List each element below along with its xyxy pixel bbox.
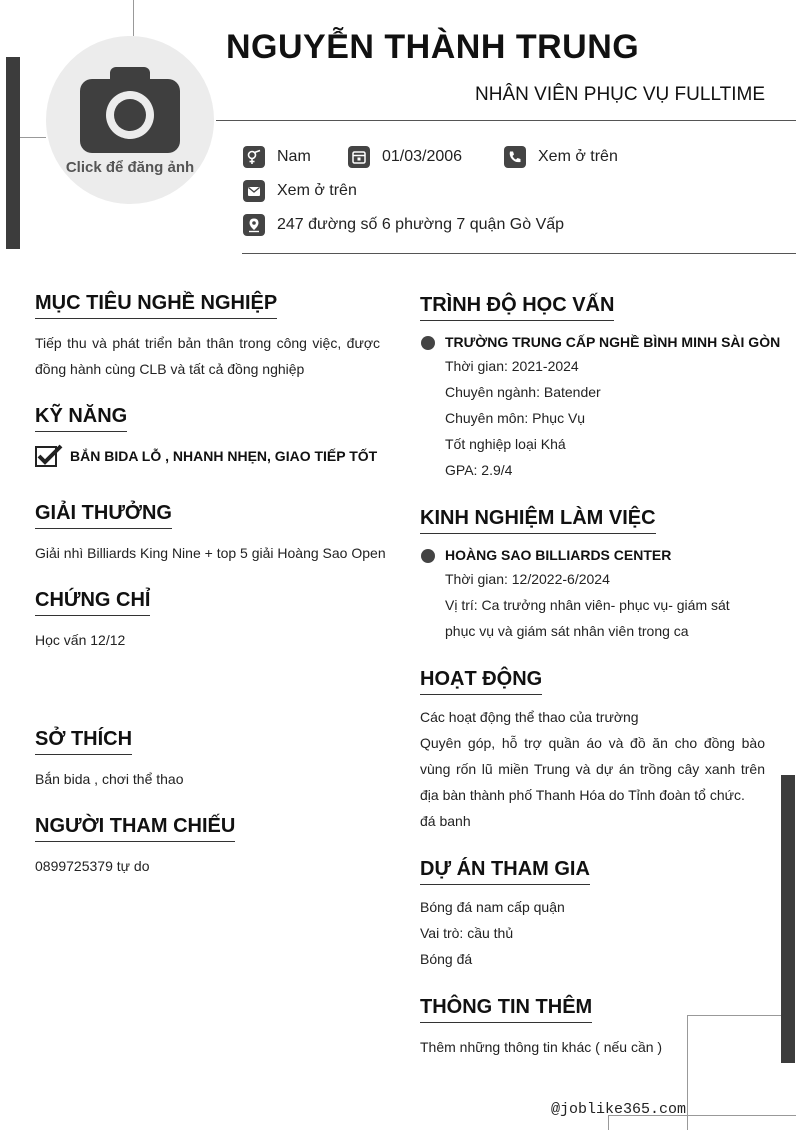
email-icon <box>243 180 265 202</box>
education-line: Chuyên ngành: Batender <box>445 384 601 400</box>
header-divider-bottom <box>242 253 796 254</box>
gender-value: Nam <box>277 148 311 165</box>
activities-title[interactable]: HOẠT ĐỘNG <box>420 668 542 695</box>
skill-label: BẮN BIDA LỖ , NHANH NHẸN, GIAO TIẾP TỐT <box>70 448 378 464</box>
watermark: @joblike365.com <box>550 1101 686 1118</box>
awards-title[interactable]: GIẢI THƯỞNG <box>35 502 172 529</box>
corner-frame-left <box>687 1015 688 1130</box>
left-accent-bar <box>6 57 20 249</box>
left-connector-line <box>20 137 46 138</box>
experience-time: Thời gian: 12/2022-6/2024 <box>445 571 610 587</box>
job-title[interactable]: NHÂN VIÊN PHỤC VỤ FULLTIME <box>475 84 765 105</box>
activities-text[interactable] <box>420 704 765 834</box>
extra-info-title[interactable]: THÔNG TIN THÊM <box>420 996 592 1023</box>
experience-role: Vị trí: Ca trưởng nhân viên- phục vụ- giám sát phục vụ và giám sát nhân viên trong ca <box>445 597 730 639</box>
gender-field[interactable] <box>243 146 311 168</box>
project-line: Bóng đá <box>420 951 473 967</box>
right-accent-bar <box>781 775 795 1063</box>
extra-info-text[interactable]: Thêm những thông tin khác ( nếu cần ) <box>420 1039 663 1055</box>
gender-icon <box>243 146 265 168</box>
references-title[interactable]: NGƯỜI THAM CHIẾU <box>35 815 235 842</box>
education-line: Tốt nghiệp loại Khá <box>445 436 566 452</box>
project-line: Vai trò: cầu thủ <box>420 925 514 941</box>
calendar-icon <box>348 146 370 168</box>
address-field[interactable] <box>243 214 564 236</box>
phone-icon <box>504 146 526 168</box>
experience-title[interactable]: KINH NGHIỆM LÀM VIỆC <box>420 507 656 534</box>
education-line: Thời gian: 2021-2024 <box>445 358 579 374</box>
top-connector-line <box>133 0 134 36</box>
experience-details[interactable] <box>445 566 735 644</box>
phone-field[interactable] <box>504 146 618 168</box>
birthday-value: 01/03/2006 <box>382 148 463 165</box>
certificates-title[interactable]: CHỨNG CHỈ <box>35 589 150 616</box>
avatar-caption: Click để đăng ảnh <box>65 158 195 176</box>
projects-title[interactable]: DỰ ÁN THAM GIA <box>420 858 590 885</box>
activity-line: Quyên góp, hỗ trợ quần áo và đồ ăn cho đồng bào vùng rốn lũ miền Trung và dự án trồng cây xanh trên địa bàn thành phố Thanh Hóa do Tỉnh đoàn tổ chức. <box>420 735 765 803</box>
skill-item[interactable] <box>35 444 377 468</box>
education-line: Chuyên môn: Phục Vụ <box>445 410 586 426</box>
objective-text[interactable]: Tiếp thu và phát triển bản thân trong công việc, được đồng hành cùng CLB và tất cả đồng nghiệp <box>35 335 380 377</box>
education-title[interactable]: TRÌNH ĐỘ HỌC VẤN <box>420 294 614 321</box>
skills-title[interactable]: KỸ NĂNG <box>35 405 127 432</box>
objective-title[interactable]: MỤC TIÊU NGHỀ NGHIỆP <box>35 292 277 319</box>
education-school[interactable]: TRƯỜNG TRUNG CẤP NGHỀ BÌNH MINH SÀI GÒN <box>445 334 781 350</box>
corner-frame-top <box>687 1015 781 1016</box>
hobbies-text[interactable]: Bắn bida , chơi thể thao <box>35 771 184 787</box>
experience-company[interactable]: HOÀNG SAO BILLIARDS CENTER <box>445 547 672 563</box>
education-line: GPA: 2.9/4 <box>445 462 513 478</box>
projects-text[interactable] <box>420 894 765 972</box>
candidate-name[interactable]: NGUYỄN THÀNH TRUNG <box>226 28 640 66</box>
education-bullet <box>421 336 435 350</box>
project-line: Bóng đá nam cấp quận <box>420 899 565 915</box>
header-divider-top <box>216 120 796 121</box>
email-value: Xem ở trên <box>277 182 357 199</box>
activity-line: đá banh <box>420 813 471 829</box>
awards-text[interactable]: Giải nhì Billiards King Nine + top 5 giải Hoàng Sao Open <box>35 545 386 561</box>
address-value: 247 đường số 6 phường 7 quận Gò Vấp <box>277 216 565 233</box>
phone-value: Xem ở trên <box>538 148 618 165</box>
birthday-field[interactable] <box>348 146 462 168</box>
hobbies-title[interactable]: SỞ THÍCH <box>35 728 132 755</box>
avatar-upload[interactable] <box>46 36 214 204</box>
experience-bullet <box>421 549 435 563</box>
references-text[interactable]: 0899725379 tự do <box>35 858 150 874</box>
camera-icon <box>78 65 182 155</box>
email-field[interactable] <box>243 180 357 202</box>
certificates-text[interactable]: Học vấn 12/12 <box>35 632 126 648</box>
education-details[interactable] <box>445 353 775 483</box>
activity-line: Các hoạt động thể thao của trường <box>420 709 639 725</box>
checkbox-checked-icon <box>35 444 63 468</box>
map-pin-icon <box>243 214 265 236</box>
